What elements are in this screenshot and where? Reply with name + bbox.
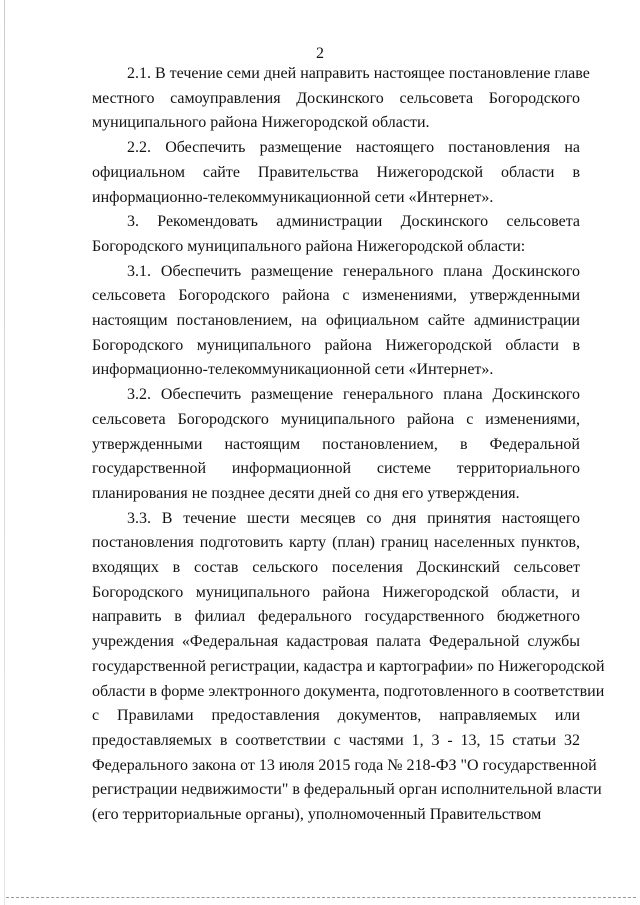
paragraph-5-line: сельсовета Богородского муниципального района с изменениями, [92,410,580,428]
document-body [92,62,605,828]
paragraph-6-line: области в форме электронного документа, подготовленного в соответствии [92,682,605,700]
paragraph-6-line: направить в филиал федерального государственного бюджетного [92,608,580,626]
paragraph-5-line: утвержденными настоящим постановлением, в Федеральной [92,435,580,453]
paragraph-6-line: учреждения «Федеральная кадастровая палата Федеральной службы [92,633,580,651]
paragraph-6-line: с Правилами предоставления документов, направляемых или [92,707,580,725]
paragraph-1-line: муниципального района Нижегородской области. [92,114,430,132]
paragraph-6-line: входящих в состав сельского поселения Доскинский сельсовет [92,559,580,577]
paragraph-6-line: Богородского муниципального района Нижегородской области, и [92,583,580,601]
page-number: 2 [316,45,324,62]
paragraph-5-line: планирования не позднее десяти дней со дня его утверждения. [92,484,520,502]
paragraph-2-line: 2.2. Обеспечить размещение настоящего постановления на [127,139,580,157]
paragraph-4-line: 3.1. Обеспечить размещение генерального плана Доскинского [127,262,580,280]
bottom-rule [6,897,636,899]
paragraph-6-line: государственной регистрации, кадастра и картографии» по Нижегородской [92,657,605,675]
paragraph-3-line: 3. Рекомендовать администрации Доскинского сельсовета [127,213,580,231]
paragraph-4-line: Богородского муниципального района Нижегородской области в [92,336,580,354]
paragraph-4-line: информационно-телекоммуникационной сети «Интернет». [92,361,494,379]
paragraph-6-line: предоставляемых в соответствии с частями 1, 3 - 13, 15 статьи 32 [92,731,580,749]
paragraph-2-line: информационно-телекоммуникационной сети «Интернет». [92,188,494,206]
paragraph-1-line: местного самоуправления Доскинского сельсовета Богородского [92,89,580,107]
paragraph-6-line: 3.3. В течение шести месяцев со дня принятия настоящего [127,509,580,527]
paragraph-4-line: настоящим постановлением, на официальном сайте администрации [92,312,580,330]
paragraph-6-line: (его территориальные органы), уполномоченный Правительством [92,806,542,824]
paragraph-6-line: постановления подготовить карту (план) границ населенных пунктов, [92,534,580,552]
paragraph-6-line: регистрации недвижимости" в федеральный орган исполнительной власти [92,781,602,799]
paragraph-1-line: 2.1. В течение семи дней направить настоящее постановление главе [127,65,590,82]
paragraph-2-line: официальном сайте Правительства Нижегородской области в [92,163,580,181]
paragraph-6-line: Федерального закона от 13 июля 2015 года № 218-ФЗ "О государственной [92,756,597,774]
paragraph-5-line: 3.2. Обеспечить размещение генерального плана Доскинского [127,386,580,404]
paragraph-4-line: сельсовета Богородского района с изменениями, утвержденными [92,287,580,305]
paragraph-3-line: Богородского муниципального района Нижегородской области: [92,237,526,255]
scan-edge-mark [4,0,5,905]
paragraph-5-line: государственной информационной системе территориального [92,460,580,478]
